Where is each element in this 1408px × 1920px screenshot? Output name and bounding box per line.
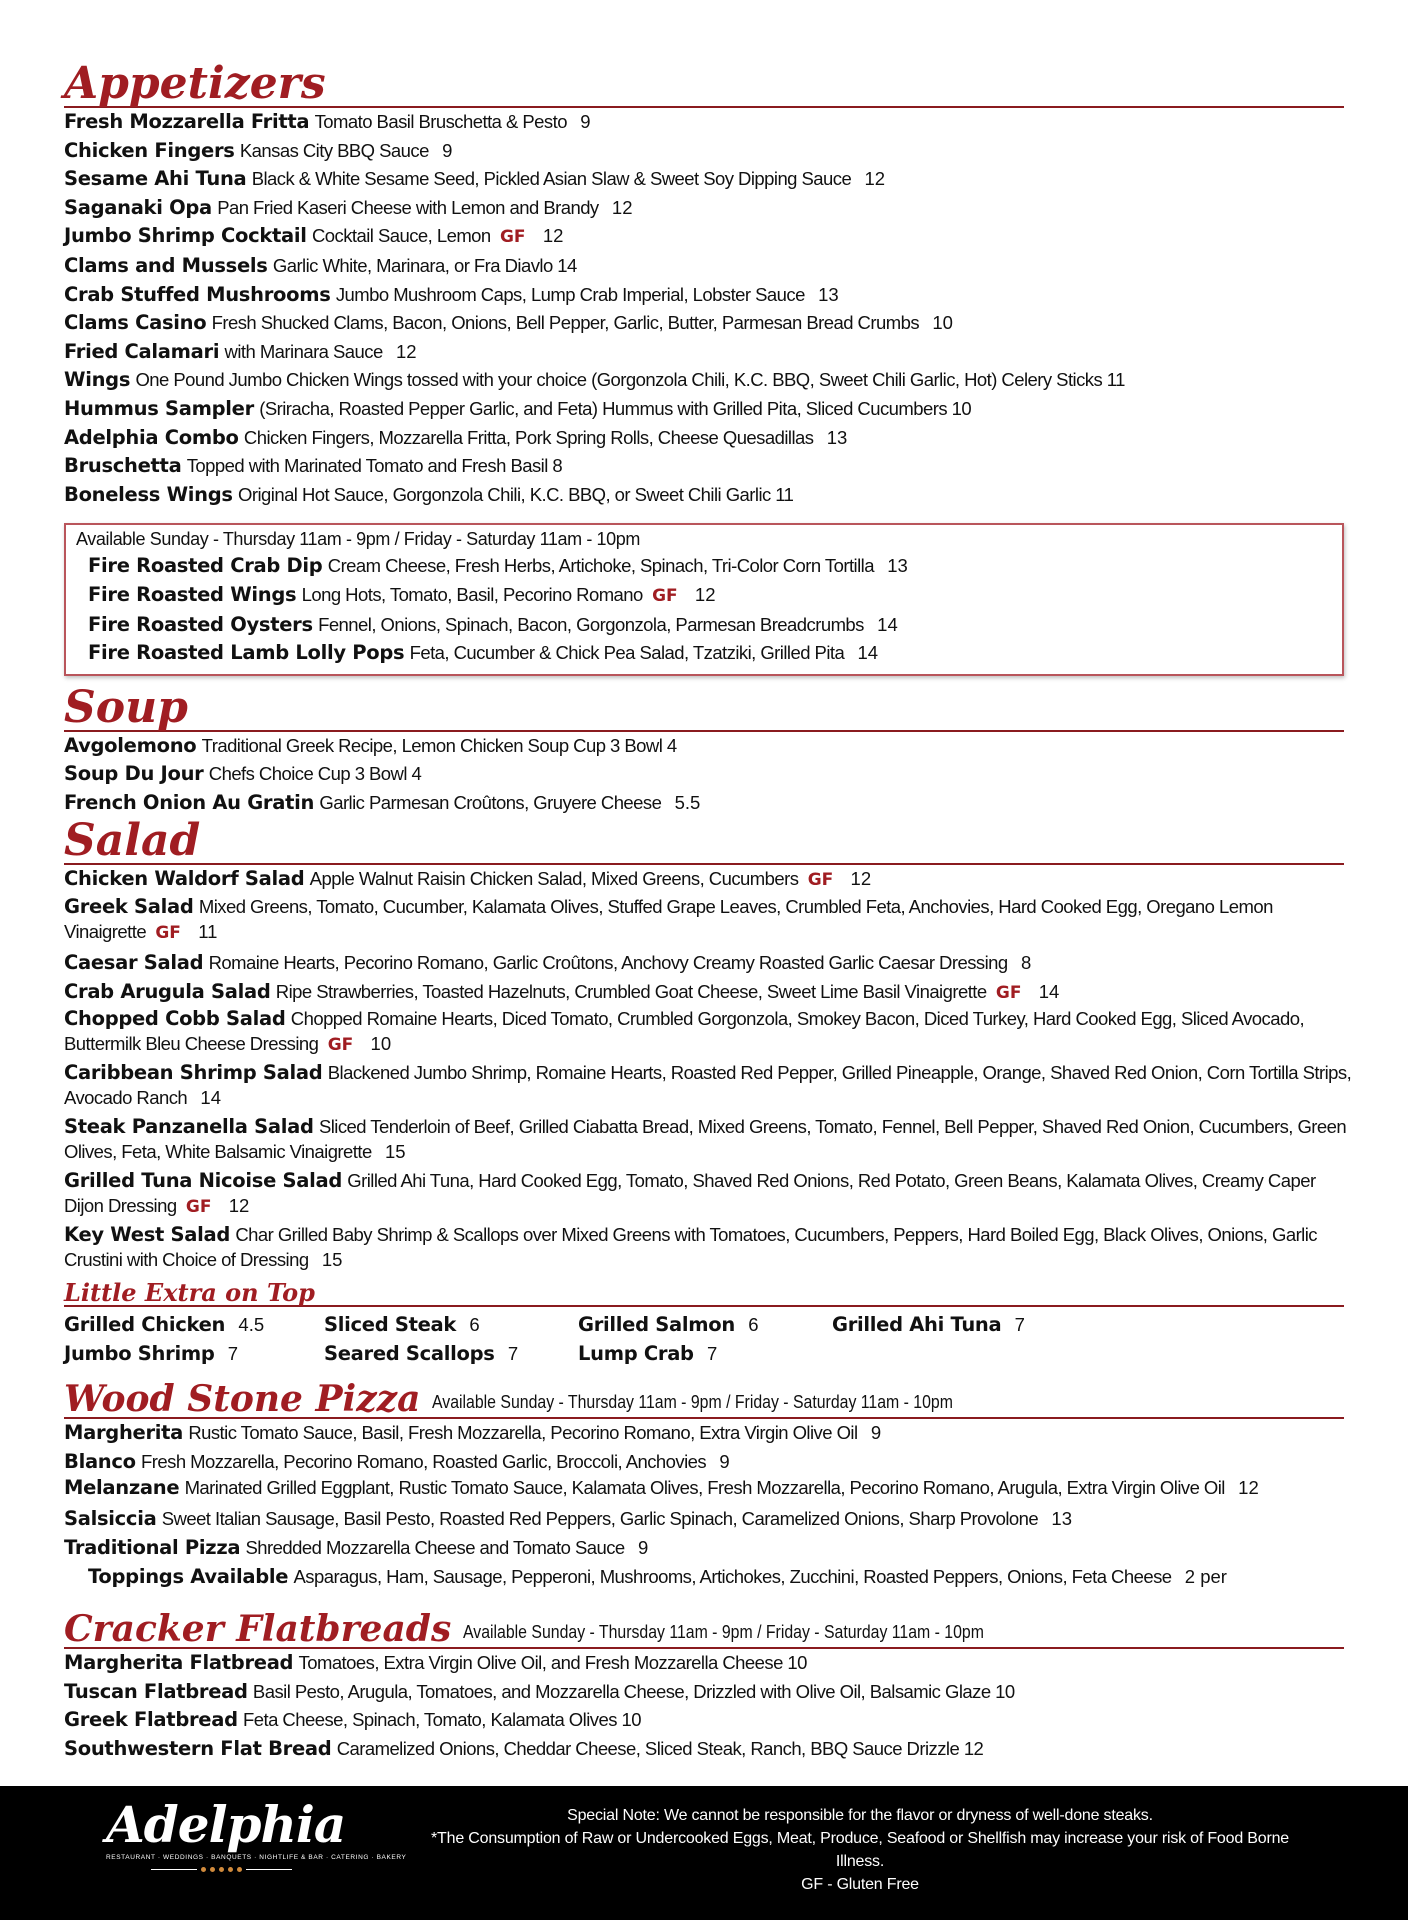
menu-item — [64, 395, 1344, 424]
menu-item-price: 9 — [637, 1537, 649, 1559]
menu-item-price: 12 — [850, 868, 872, 890]
menu-item-desc: Cream Cheese, Fresh Herbs, Artichoke, Spinach, Tri-Color Corn Tortilla — [327, 555, 874, 577]
menu-item-name: Greek Salad — [64, 895, 194, 919]
menu-item-price: 12 — [611, 196, 633, 218]
menu-item — [64, 452, 1344, 481]
extra-item — [578, 1311, 832, 1340]
menu-item-desc: Fennel, Onions, Spinach, Bacon, Gorgonzola, Parmesan Breadcrumbs — [318, 613, 864, 635]
fire-roasted-availability: Available Sunday - Thursday 11am - 9pm / Friday - Saturday 11am - 10pm — [76, 529, 640, 550]
menu-item — [76, 552, 1332, 581]
menu-item-desc: Fresh Mozzarella, Pecorino Romano, Roasted Garlic, Broccoli, Anchovies — [141, 1450, 707, 1472]
extra-item — [832, 1311, 1092, 1340]
extra-item — [64, 1311, 324, 1340]
menu-item-name: Caribbean Shrimp Salad — [64, 1061, 323, 1085]
extra-item-price: 7 — [227, 1343, 239, 1365]
menu-item-price: 13 — [818, 283, 839, 305]
menu-item-name: Fire Roasted Wings — [88, 582, 297, 606]
menu-item-name: Southwestern Flat Bread — [64, 1737, 332, 1760]
menu-item-name: Melanzane — [64, 1476, 180, 1500]
gf-badge: GF — [995, 982, 1022, 1003]
footer-note-steaks: Special Note: We cannot be responsible for the flavor or dryness of well-done steaks. — [567, 1807, 1153, 1824]
extra-item-price: 6 — [748, 1314, 759, 1336]
menu-item-desc: Ripe Strawberries, Toasted Hazelnuts, Crumbled Goat Cheese, Sweet Lime Basil Vinaigrette — [275, 980, 987, 1002]
soup-list — [64, 732, 1344, 818]
toppings-row — [64, 1563, 1344, 1592]
menu-item-price: 12 — [694, 583, 716, 605]
footer-notes — [420, 1804, 1300, 1896]
menu-item-name: Clams Casino — [64, 311, 207, 335]
menu-item — [64, 252, 1344, 281]
menu-item-name: Sesame Ahi Tuna — [64, 167, 247, 191]
menu-item-name: Crab Arugula Salad — [64, 979, 271, 1003]
menu-item-desc: Shredded Mozzarella Cheese and Tomato Sauce — [245, 1537, 625, 1559]
menu-item — [64, 481, 1344, 510]
menu-item-price: 14 — [857, 642, 879, 664]
menu-item-name: Crab Stuffed Mushrooms — [64, 282, 331, 306]
menu-item — [64, 1476, 1354, 1501]
menu-item — [64, 949, 1344, 978]
menu-item — [64, 424, 1344, 453]
menu-item-name: Caesar Salad — [64, 951, 204, 975]
menu-item-desc: Kansas City BBQ Sauce — [239, 139, 429, 161]
extras-grid — [64, 1311, 1344, 1369]
menu-item — [64, 732, 1344, 761]
menu-item — [76, 611, 1332, 640]
menu-item-desc: Pan Fried Kaseri Cheese with Lemon and Brandy — [217, 196, 599, 218]
menu-item-desc: Black & White Sesame Seed, Pickled Asian Slaw & Sweet Soy Dipping Sauce — [251, 168, 852, 190]
menu-item-name: Chicken Waldorf Salad — [64, 867, 305, 891]
menu-item-desc: Long Hots, Tomato, Basil, Pecorino Romano — [301, 583, 643, 605]
gf-badge: GF — [652, 585, 678, 606]
menu-item-price: 11 — [198, 921, 218, 943]
gf-badge: GF — [499, 227, 526, 248]
menu-item-price: 12 — [1238, 1477, 1259, 1499]
flatbreads-title: Cracker Flatbreads — [64, 1608, 452, 1651]
menu-item — [64, 165, 1344, 194]
menu-item — [64, 760, 1344, 789]
menu-item-price: 9 — [719, 1450, 730, 1472]
menu-item-desc: Grilled Ahi Tuna, Hard Cooked Egg, Tomato, Shaved Red Onions, Red Potato, Green Beans, Kalamata Olives, Creamy Caper Dijon Dressing — [64, 1170, 1316, 1217]
menu-item-desc: Basil Pesto, Arugula, Tomatoes, and Mozzarella Cheese, Drizzled with Olive Oil, Balsamic Glaze 10 — [252, 1680, 1015, 1702]
menu-item-price: 14 — [200, 1087, 221, 1109]
menu-item-desc: Chefs Choice Cup 3 Bowl 4 — [208, 763, 422, 785]
menu-item-price: 13 — [826, 426, 848, 448]
menu-item-price: 8 — [1020, 952, 1032, 974]
menu-item — [64, 137, 1344, 166]
menu-item-desc: Chopped Romaine Hearts, Diced Tomato, Crumbled Gorgonzola, Smokey Bacon, Diced Turkey, Hard Cooked Egg, Sliced Avocado, Buttermilk Bleu Cheese Dressing — [64, 1008, 1305, 1055]
menu-item-desc: Fresh Shucked Clams, Bacon, Onions, Bell Pepper, Garlic, Butter, Parmesan Bread Crumbs — [211, 312, 920, 334]
menu-item-price: 12 — [864, 168, 886, 190]
extra-item — [578, 1340, 832, 1369]
menu-item — [64, 108, 1344, 137]
menu-item — [64, 1223, 1354, 1273]
menu-item-desc: One Pound Jumbo Chicken Wings tossed with your choice (Gorgonzola Chili, K.C. BBQ, Sweet Chili Garlic, Hot) Celery Sticks 11 — [135, 369, 1125, 391]
menu-item — [64, 1419, 1344, 1448]
menu-item-name: Salsiccia — [64, 1507, 157, 1531]
toppings-price: 2 per — [1184, 1565, 1227, 1587]
menu-item-name: Margherita — [64, 1421, 184, 1445]
menu-item — [64, 978, 1344, 1008]
menu-item-desc: Traditional Greek Recipe, Lemon Chicken Soup Cup 3 Bowl 4 — [201, 734, 677, 756]
menu-item — [64, 1706, 1344, 1735]
extra-item-price: 7 — [1014, 1314, 1025, 1336]
extra-item — [324, 1340, 578, 1369]
menu-item-name: Chicken Fingers — [64, 138, 235, 162]
logo-ornament — [106, 1867, 336, 1872]
flatbreads-availability: Available Sunday - Thursday 11am - 9pm / Friday - Saturday 11am - 10pm — [463, 1622, 985, 1643]
menu-item-price: 14 — [1038, 980, 1060, 1002]
menu-item-price: 15 — [385, 1141, 406, 1163]
menu-item-desc: Marinated Grilled Eggplant, Rustic Tomato Sauce, Kalamata Olives, Fresh Mozzarella, Pecorino Romano, Arugula, Extra Virgin Olive Oil — [184, 1477, 1225, 1499]
menu-item — [64, 1505, 1344, 1534]
menu-item-name: Steak Panzanella Salad — [64, 1115, 314, 1139]
menu-item-name: Wings — [64, 368, 131, 392]
menu-item-price: 9 — [442, 139, 453, 161]
menu-item-desc: Tomato Basil Bruschetta & Pesto — [314, 111, 567, 132]
menu-item — [64, 338, 1344, 367]
menu-item-name: Chopped Cobb Salad — [64, 1007, 286, 1031]
footer-note-raw-food: *The Consumption of Raw or Undercooked Eggs, Meat, Produce, Seafood or Shellfish may increase your risk of Food Borne Illness. — [431, 1830, 1289, 1870]
appetizers-title: Appetizers — [64, 58, 326, 109]
menu-item-name: Traditional Pizza — [64, 1536, 241, 1560]
menu-item-desc: with Marinara Sauce — [224, 340, 383, 362]
menu-item-name: Fresh Mozzarella Fritta — [64, 110, 310, 133]
salad-title: Salad — [64, 815, 201, 867]
menu-item-desc: Sweet Italian Sausage, Basil Pesto, Roasted Red Peppers, Garlic Spinach, Caramelized Onions, Sharp Provolone — [161, 1508, 1039, 1530]
menu-item-price: 15 — [321, 1249, 343, 1271]
menu-item-name: Avgolemono — [64, 733, 197, 757]
menu-item-name: Clams and Mussels — [64, 253, 268, 277]
menu-item-name: Saganaki Opa — [64, 195, 212, 219]
menu-item-name: Key West Salad — [64, 1223, 231, 1247]
toppings-desc: Asparagus, Ham, Sausage, Pepperoni, Mushrooms, Artichokes, Zucchini, Roasted Peppers, Onions, Feta Cheese — [293, 1565, 1172, 1587]
menu-item-price: 9 — [870, 1422, 882, 1444]
menu-content — [64, 58, 1352, 1764]
menu-item — [64, 895, 1354, 945]
menu-item-desc: Jumbo Mushroom Caps, Lump Crab Imperial, Lobster Sauce — [335, 283, 805, 305]
menu-item-price: 13 — [1051, 1508, 1072, 1530]
menu-item-price: 12 — [396, 340, 417, 362]
fire-roasted-box — [64, 523, 1344, 675]
extra-item-name: Grilled Ahi Tuna — [832, 1313, 1002, 1337]
logo-wordmark: Adelphia — [106, 1795, 346, 1854]
menu-item-desc: Garlic White, Marinara, or Fra Diavlo 14 — [272, 254, 577, 276]
menu-item-desc: Apple Walnut Raisin Chicken Salad, Mixed Greens, Cucumbers — [309, 868, 799, 890]
footer-note-gf: GF - Gluten Free — [801, 1876, 919, 1893]
pizza-title: Wood Stone Pizza — [64, 1378, 421, 1421]
menu-item — [64, 1115, 1354, 1165]
menu-item — [64, 1169, 1354, 1219]
menu-item-desc: Tomatoes, Extra Virgin Olive Oil, and Fresh Mozzarella Cheese 10 — [298, 1652, 807, 1674]
menu-item — [64, 222, 1344, 252]
menu-item-name: Fire Roasted Lamb Lolly Pops — [88, 641, 405, 665]
extra-item-name: Grilled Salmon — [578, 1313, 735, 1337]
appetizers-header — [64, 58, 1344, 109]
menu-item — [64, 281, 1344, 310]
menu-item-name: Jumbo Shrimp Cocktail — [64, 224, 307, 248]
menu-item-price: 12 — [228, 1195, 250, 1217]
fire-roasted-list — [76, 552, 1332, 667]
menu-item-name: Boneless Wings — [64, 482, 233, 506]
menu-item-desc: Feta Cheese, Spinach, Tomato, Kalamata Olives 10 — [243, 1709, 641, 1731]
menu-item-desc: Char Grilled Baby Shrimp & Scallops over Mixed Greens with Tomatoes, Cucumbers, Peppers, Hard Boiled Egg, Black Olives, Onions, Garlic Crustini with Choice of Dressing — [64, 1224, 1318, 1271]
menu-item-price: 9 — [580, 111, 591, 132]
menu-item-desc: Feta, Cucumber & Chick Pea Salad, Tzatziki, Grilled Pita — [409, 642, 845, 664]
pizza-header — [64, 1378, 1344, 1421]
menu-item — [76, 581, 1332, 611]
menu-item-name: Tuscan Flatbread — [64, 1679, 248, 1703]
menu-item-desc: Blackened Jumbo Shrimp, Romaine Hearts, Roasted Red Pepper, Grilled Pineapple, Orange, Shaved Red Onion, Corn Tortilla Strips, Avocado Ranch — [64, 1062, 1352, 1109]
menu-item-name: French Onion Au Gratin — [64, 790, 315, 814]
logo-tagline: RESTAURANT · WEDDINGS · BANQUETS · NIGHTLIFE & BAR · CATERING · BAKERY — [106, 1854, 407, 1861]
menu-item — [64, 1534, 1344, 1563]
appetizers-list — [64, 108, 1344, 509]
menu-item-desc: Caramelized Onions, Cheddar Cheese, Sliced Steak, Ranch, BBQ Sauce Drizzle 12 — [336, 1738, 984, 1759]
menu-item-desc: Rustic Tomato Sauce, Basil, Fresh Mozzarella, Pecorino Romano, Extra Virgin Olive Oil — [188, 1422, 858, 1444]
menu-item — [64, 1448, 1344, 1477]
menu-item-desc: (Sriracha, Roasted Pepper Garlic, and Feta) Hummus with Grilled Pita, Sliced Cucumbers 10 — [259, 397, 972, 419]
extra-item-price: 4.5 — [238, 1314, 265, 1336]
gf-badge: GF — [185, 1197, 212, 1218]
menu-item-name: Fried Calamari — [64, 339, 220, 363]
menu-item-price: 10 — [370, 1033, 392, 1055]
menu-item — [64, 194, 1344, 223]
extra-item-name: Lump Crab — [578, 1342, 694, 1366]
menu-item — [64, 1678, 1344, 1707]
salad-header — [64, 815, 1344, 867]
soup-title: Soup — [64, 681, 188, 733]
menu-item — [64, 1735, 1344, 1764]
menu-item-name: Bruschetta — [64, 454, 182, 478]
menu-item-price: 14 — [877, 613, 898, 635]
extra-item — [64, 1340, 324, 1369]
menu-item-name: Blanco — [64, 1449, 136, 1473]
menu-item-price: 13 — [887, 555, 908, 577]
menu-item — [64, 1649, 1344, 1678]
extra-item-price: 7 — [707, 1343, 718, 1365]
pizza-availability: Available Sunday - Thursday 11am - 9pm / Friday - Saturday 11am - 10pm — [432, 1392, 954, 1413]
menu-item-desc: Sliced Tenderloin of Beef, Grilled Ciabatta Bread, Mixed Greens, Tomato, Fennel, Bell Pepper, Shaved Red Onion, Cucumbers, Green Olives, Feta, White Balsamic Vinaigrette — [64, 1116, 1347, 1163]
menu-item — [76, 639, 1332, 668]
menu-item-name: Grilled Tuna Nicoise Salad — [64, 1169, 342, 1193]
salad-list — [64, 865, 1352, 1273]
extra-item-name: Sliced Steak — [324, 1313, 457, 1337]
menu-item-price: 5.5 — [674, 791, 701, 813]
menu-item-desc: Cocktail Sauce, Lemon — [311, 225, 491, 247]
menu-item-name: Margherita Flatbread — [64, 1651, 294, 1675]
extra-item-name: Jumbo Shrimp — [64, 1342, 215, 1366]
menu-item-desc: Chicken Fingers, Mozzarella Fritta, Pork Spring Rolls, Cheese Quesadillas — [243, 426, 814, 448]
menu-item-name: Soup Du Jour — [64, 762, 204, 786]
menu-item-desc: Mixed Greens, Tomato, Cucumber, Kalamata Olives, Stuffed Grape Leaves, Crumbled Feta, Anchovies, Hard Cooked Egg, Oregano Lemon Vinaigrette — [64, 896, 1273, 943]
menu-item — [64, 1061, 1354, 1111]
soup-header — [64, 681, 1344, 733]
footer — [0, 1786, 1408, 1920]
menu-item-name: Adelphia Combo — [64, 425, 239, 449]
menu-item — [64, 789, 1344, 818]
menu-item-name: Hummus Sampler — [64, 396, 254, 420]
gf-badge: GF — [155, 923, 181, 944]
menu-item-desc: Garlic Parmesan Croûtons, Gruyere Cheese — [319, 791, 662, 813]
extras-header — [64, 1278, 1344, 1308]
menu-item-name: Fire Roasted Crab Dip — [88, 554, 323, 578]
menu-item — [64, 309, 1344, 338]
pizza-list — [64, 1419, 1344, 1562]
extra-item-price: 7 — [507, 1343, 519, 1365]
extras-title: Little Extra on Top — [64, 1278, 315, 1308]
menu-item-price: 10 — [932, 312, 953, 334]
adelphia-logo — [106, 1795, 407, 1872]
toppings-name: Toppings Available — [88, 1564, 289, 1588]
extra-item-price: 6 — [469, 1314, 480, 1336]
menu-item-name: Fire Roasted Oysters — [88, 612, 313, 636]
gf-badge: GF — [807, 870, 834, 891]
menu-item-desc: Topped with Marinated Tomato and Fresh Basil 8 — [186, 455, 563, 477]
menu-item — [64, 1007, 1354, 1057]
flatbreads-list — [64, 1649, 1344, 1763]
menu-item-price: 12 — [542, 225, 564, 247]
menu-item-desc: Original Hot Sauce, Gorgonzola Chili, K.C. BBQ, or Sweet Chili Garlic 11 — [238, 483, 794, 505]
menu-item — [64, 865, 1344, 895]
menu-item-desc: Romaine Hearts, Pecorino Romano, Garlic Croûtons, Anchovy Creamy Roasted Garlic Caesar Dressing — [208, 952, 1008, 974]
extra-item — [324, 1311, 578, 1340]
extra-item-name: Grilled Chicken — [64, 1313, 226, 1337]
gf-badge: GF — [327, 1035, 354, 1056]
menu-item — [64, 366, 1344, 395]
flatbreads-header — [64, 1608, 1344, 1651]
extra-item-name: Seared Scallops — [324, 1342, 495, 1366]
menu-item-name: Greek Flatbread — [64, 1708, 238, 1732]
